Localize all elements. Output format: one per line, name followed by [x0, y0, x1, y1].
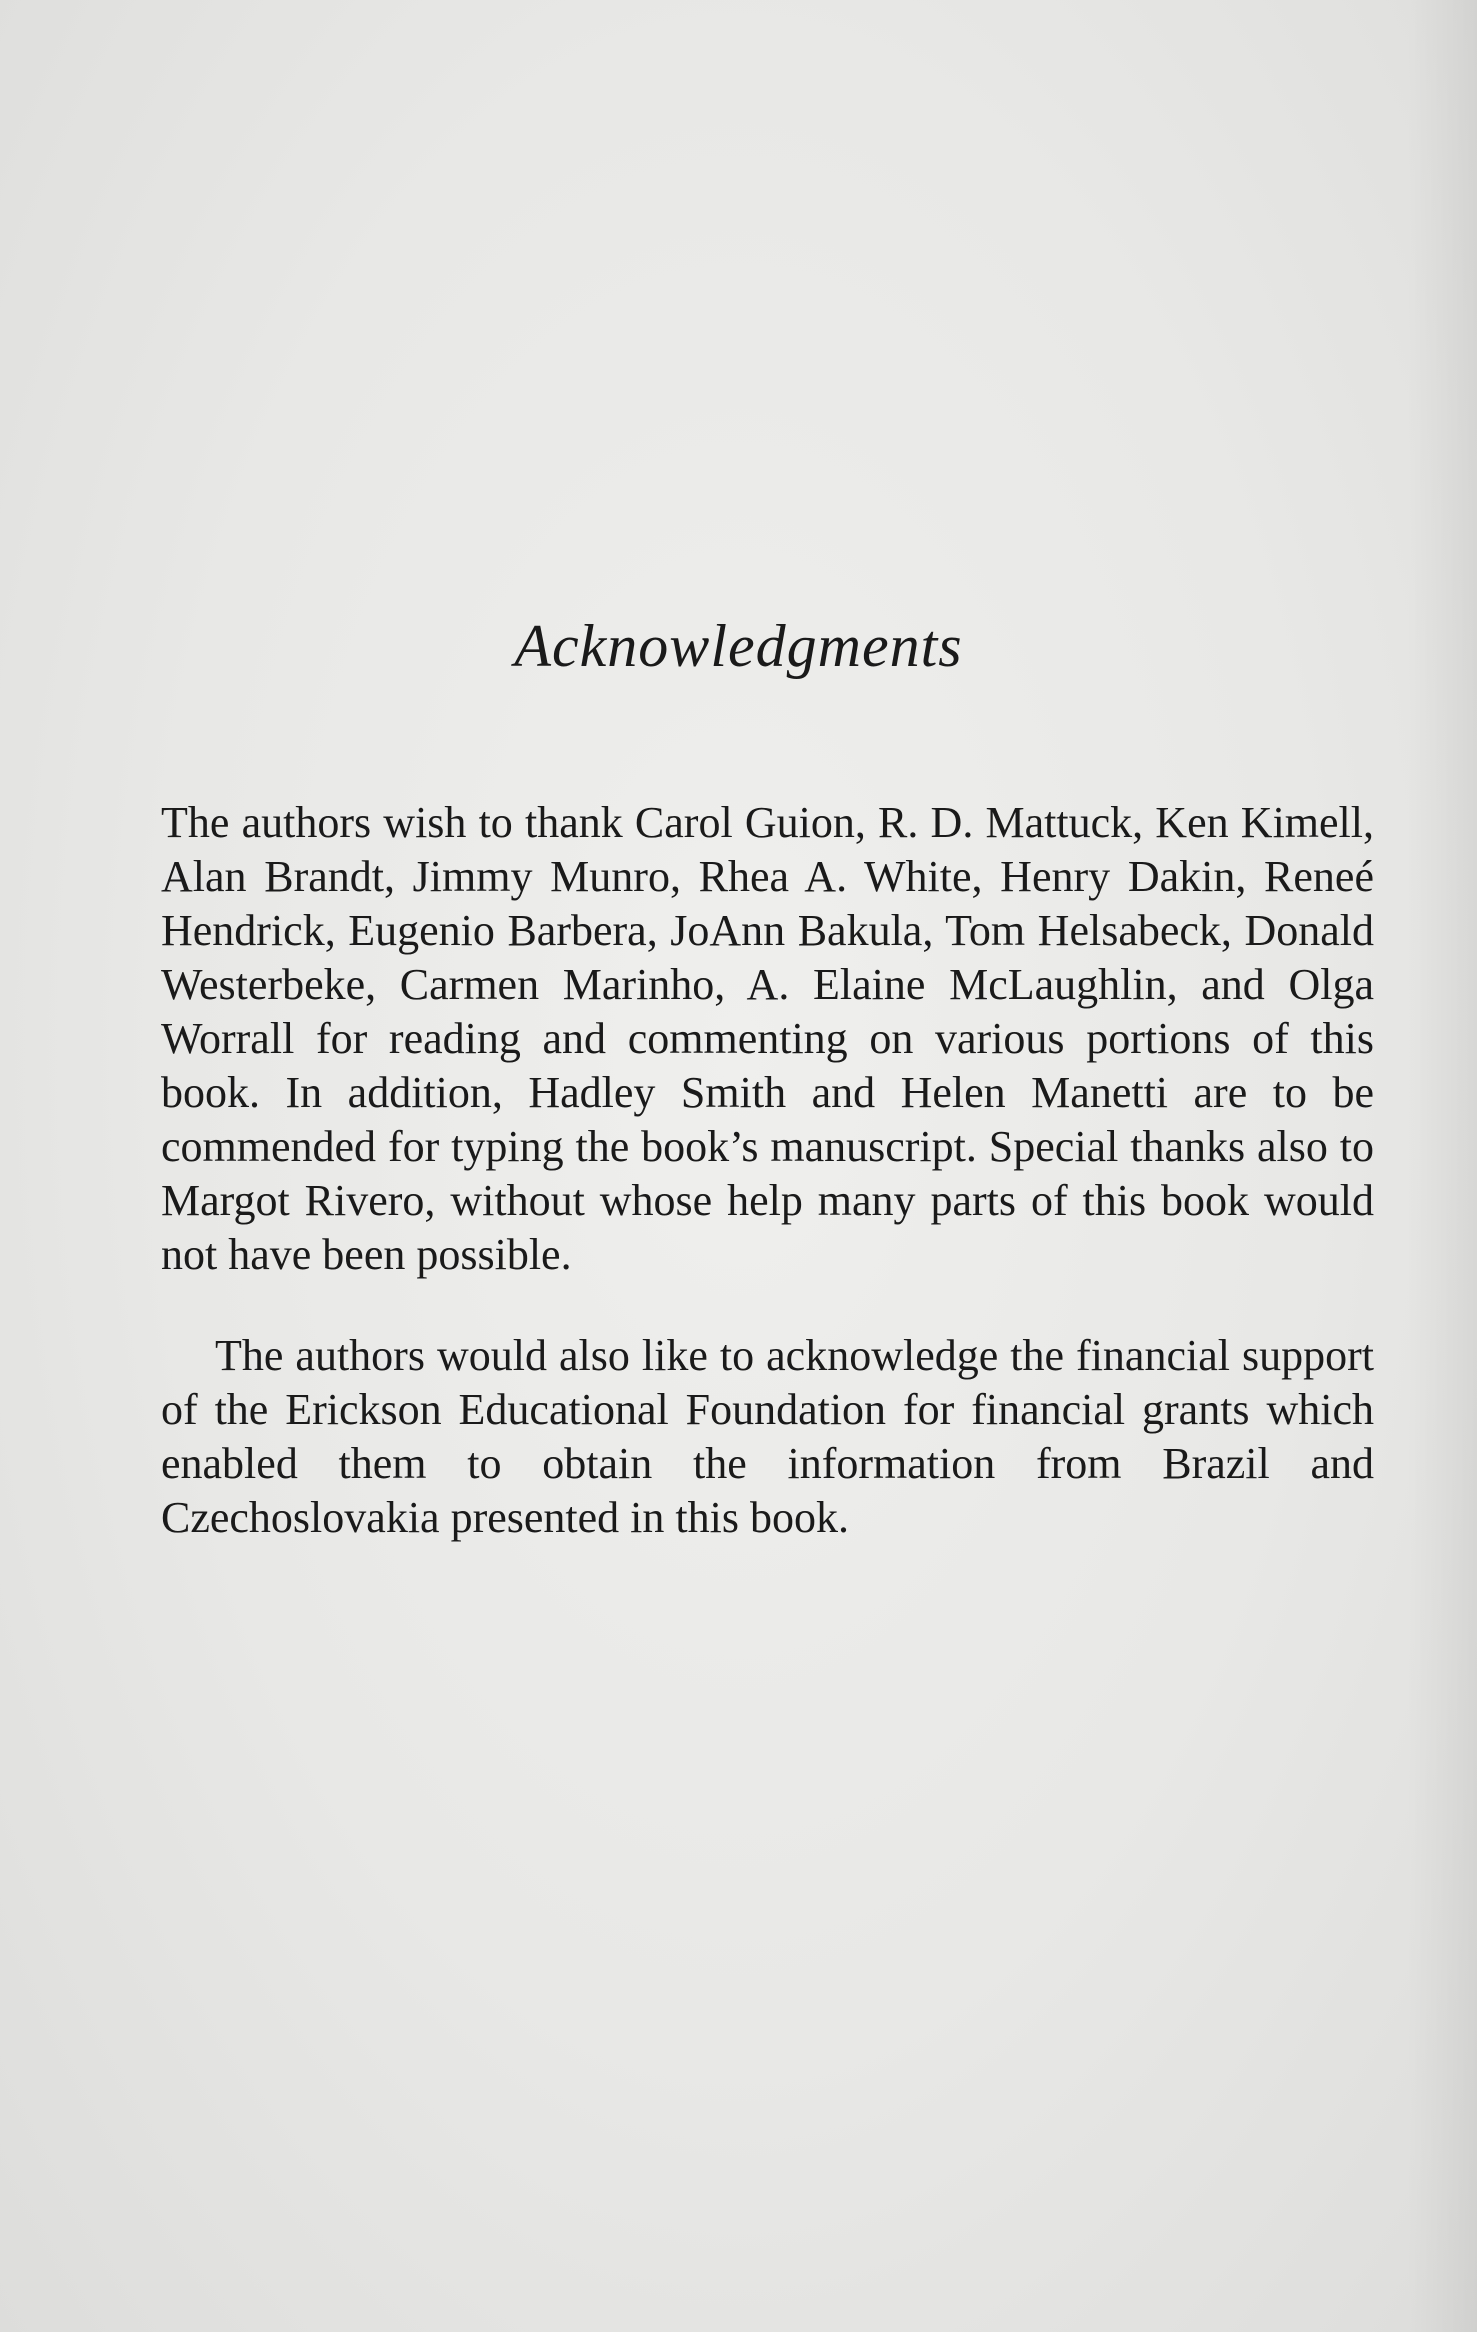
paragraph-thanks: The authors wish to thank Carol Guion, R. D. Mattuck, Ken Kimell, Alan Brandt, Jimmy Munro, Rhea A. White, Henry Dakin, Reneé Hendrick, Eugenio Barbera, JoAnn Bakula, Tom Helsabeck, Donald Westerbeke, Carmen Marinho, A. Elaine McLaughlin, and Olga Worrall for reading and commenting on various portions of this book. In addition, Hadley Smith and Helen Manetti are to be commended for typing the book’s manuscript. Special thanks also to Margot Rivero, without whose help many parts of this book would not have been possible. [161, 798, 1374, 1279]
acknowledgments-body [161, 796, 1374, 1545]
paragraph-financial-support: The authors would also like to acknowledge the financial support of the Erickson Educational Foundation for financial grants which enabled them to obtain the information from Brazil and Czechoslovakia presented in this book. [161, 1331, 1374, 1542]
page-title: Acknowledgments [514, 613, 963, 679]
